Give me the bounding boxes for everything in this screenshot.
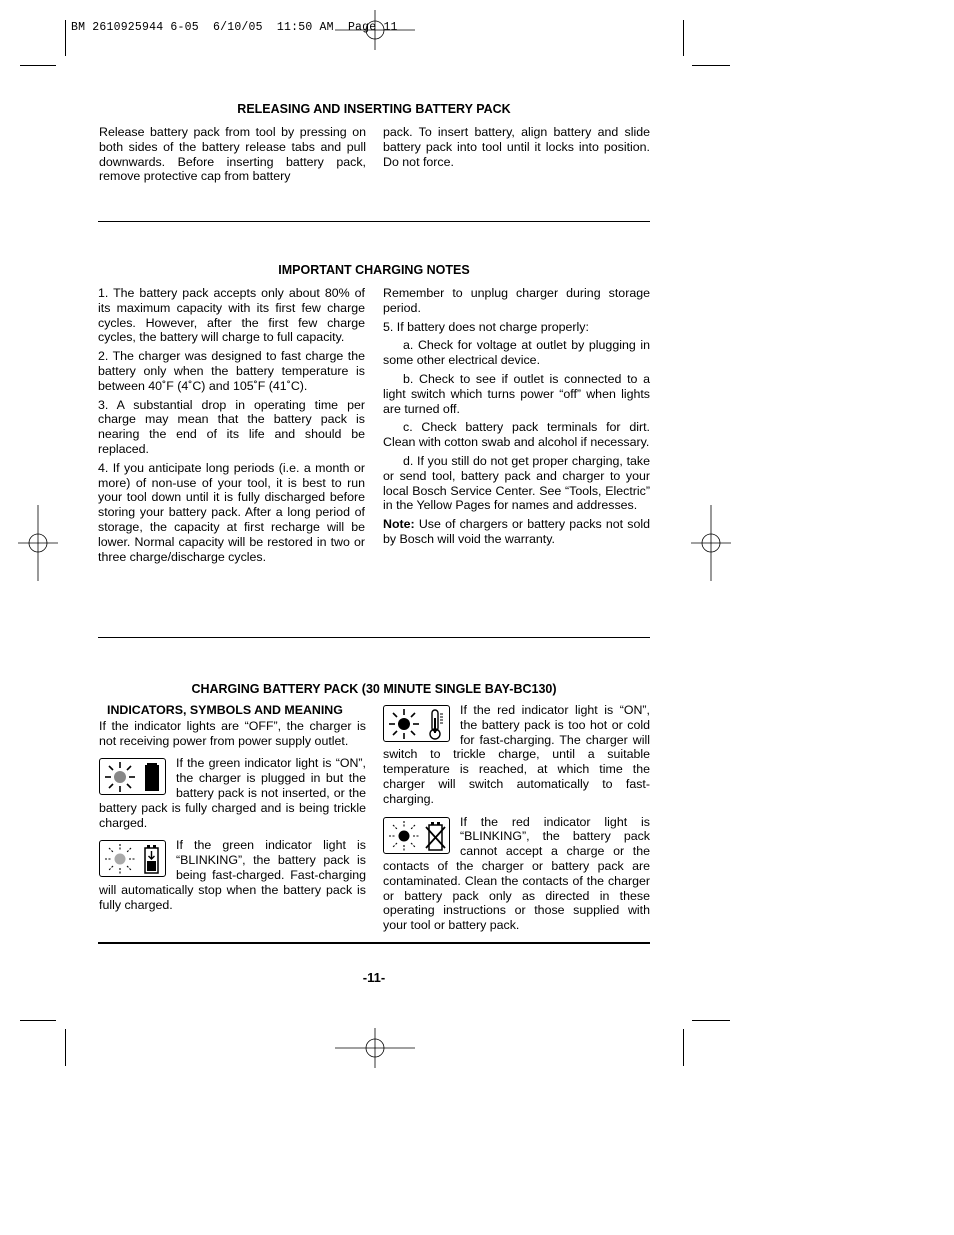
releasing-left-column <box>99 125 366 188</box>
crop-mark <box>20 1020 56 1021</box>
indicator-green-blink-text: If the green indicator light is “BLINKING”, the battery pack is being fast-charged. Fast-charging will automatically stop when the battery pack is fully charged. <box>99 838 366 912</box>
crop-mark <box>20 65 56 66</box>
indicator-red-blink <box>383 815 650 933</box>
indicators-left-column <box>99 703 366 920</box>
note-text: Use of chargers or battery packs not sold by Bosch will void the warranty. <box>383 517 650 546</box>
releasing-text-left: Release battery pack from tool by pressing on both sides of the battery release tabs and pull downwards. Before inserting battery pack, remove protective cap from battery <box>99 125 366 184</box>
indicator-red-on <box>383 703 650 807</box>
warranty-note <box>383 517 650 547</box>
section-divider <box>98 942 650 944</box>
releasing-right-column <box>383 125 650 173</box>
red-light-on-thermometer-icon <box>383 705 450 742</box>
note-unplug: Remember to unplug charger during storage period. <box>383 286 650 315</box>
registration-mark-icon <box>691 505 731 581</box>
note-item-5c: c. Check battery pack terminals for dirt. Clean with cotton swab and alcohol if necessary. <box>383 420 650 450</box>
green-light-on-battery-full-icon <box>99 758 166 795</box>
crop-mark <box>683 1029 684 1066</box>
indicator-red-blink-text: If the red indicator light is “BLINKING”, the battery pack cannot accept a charge or the contacts of the charger or battery pack are contaminated. Clean the contacts of the charger or battery pack only as directed in these operating instructions or those supplied with your tool or battery pack. <box>383 814 650 933</box>
indicator-green-blink <box>99 838 366 912</box>
note-item-1: 1. The battery pack accepts only about 80% of its maximum capacity with its first few charge cycles. However, after the first few charge cycles, the battery will charge to full capacity. <box>98 286 365 345</box>
indicators-subheading: INDICATORS, SYMBOLS AND MEANING <box>107 703 343 717</box>
charging-notes-left-column <box>98 286 365 568</box>
indicator-green-on-text: If the green indicator light is “ON”, the charger is plugged in but the battery pack is not inserted, or the battery pack is fully charged and is being trickle charged. <box>99 756 366 830</box>
indicator-red-on-text: If the red indicator light is “ON”, the battery pack is too hot or cold for fast-charging. The charger will switch to trickle charge, until a suitable temperature is reached, at which time the charger will switch automatically to fast-charging. <box>383 703 650 806</box>
charging-section-title: CHARGING BATTERY PACK (30 MINUTE SINGLE BAY-BC130) <box>191 682 557 696</box>
indicator-off-text: If the indicator lights are “OFF”, the charger is not receiving power from power supply outlet. <box>99 718 366 748</box>
red-light-blinking-defective-battery-icon <box>383 817 450 854</box>
crop-mark <box>692 1020 730 1021</box>
registration-mark-icon <box>18 505 58 581</box>
note-item-4: 4. If you anticipate long periods (i.e. a month or more) of non-use of your tool, it is best to run your tool down until it is fully discharged before storing your battery pack. After a long period of storage, the capacity at first recharge will be lower. Normal capacity will be restored in two or three charge/discharge cycles. <box>98 460 365 564</box>
note-item-5d: d. If you still do not get proper charging, take or send tool, battery pack and charger to your local Bosch Service Center. See “Tools, Electric” in the Yellow Pages for names and addresses. <box>383 453 650 513</box>
print-header-line: BM 2610925944 6-05 6/10/05 11:50 AM Page 11 <box>71 21 398 34</box>
note-label: Note: <box>383 517 415 532</box>
note-item-5: 5. If battery does not charge properly: <box>383 319 589 334</box>
note-item-3: 3. A substantial drop in operating time per charge may mean that the battery pack is nearing the end of its life and should be replaced. <box>98 397 365 456</box>
crop-mark <box>65 1029 66 1066</box>
page-number: -11- <box>362 970 386 985</box>
note-item-5b: b. Check to see if outlet is connected to a light switch which turns power “off” when lights are turned off. <box>383 371 650 416</box>
note-item-5a: a. Check for voltage at outlet by plugging in some other electrical device. <box>383 338 650 368</box>
charging-notes-right-column <box>383 286 650 551</box>
crop-mark <box>683 20 684 56</box>
note-item-2: 2. The charger was designed to fast charge the battery only when the battery temperature is between 40˚F (4˚C) and 105˚F (41˚C). <box>98 349 365 393</box>
crop-mark <box>692 65 730 66</box>
section-divider <box>98 221 650 222</box>
registration-mark-icon <box>335 10 415 50</box>
charging-notes-title: IMPORTANT CHARGING NOTES <box>278 263 470 277</box>
section-divider <box>98 637 650 638</box>
crop-mark <box>65 20 66 56</box>
green-light-blinking-battery-charging-icon <box>99 840 166 877</box>
indicators-right-column <box>383 703 650 941</box>
indicator-green-on <box>99 756 366 830</box>
registration-mark-icon <box>335 1028 415 1068</box>
releasing-section-title: RELEASING AND INSERTING BATTERY PACK <box>237 102 511 116</box>
releasing-text-right: pack. To insert battery, align battery and slide battery pack into tool until it locks into position. Do not force. <box>383 125 650 169</box>
